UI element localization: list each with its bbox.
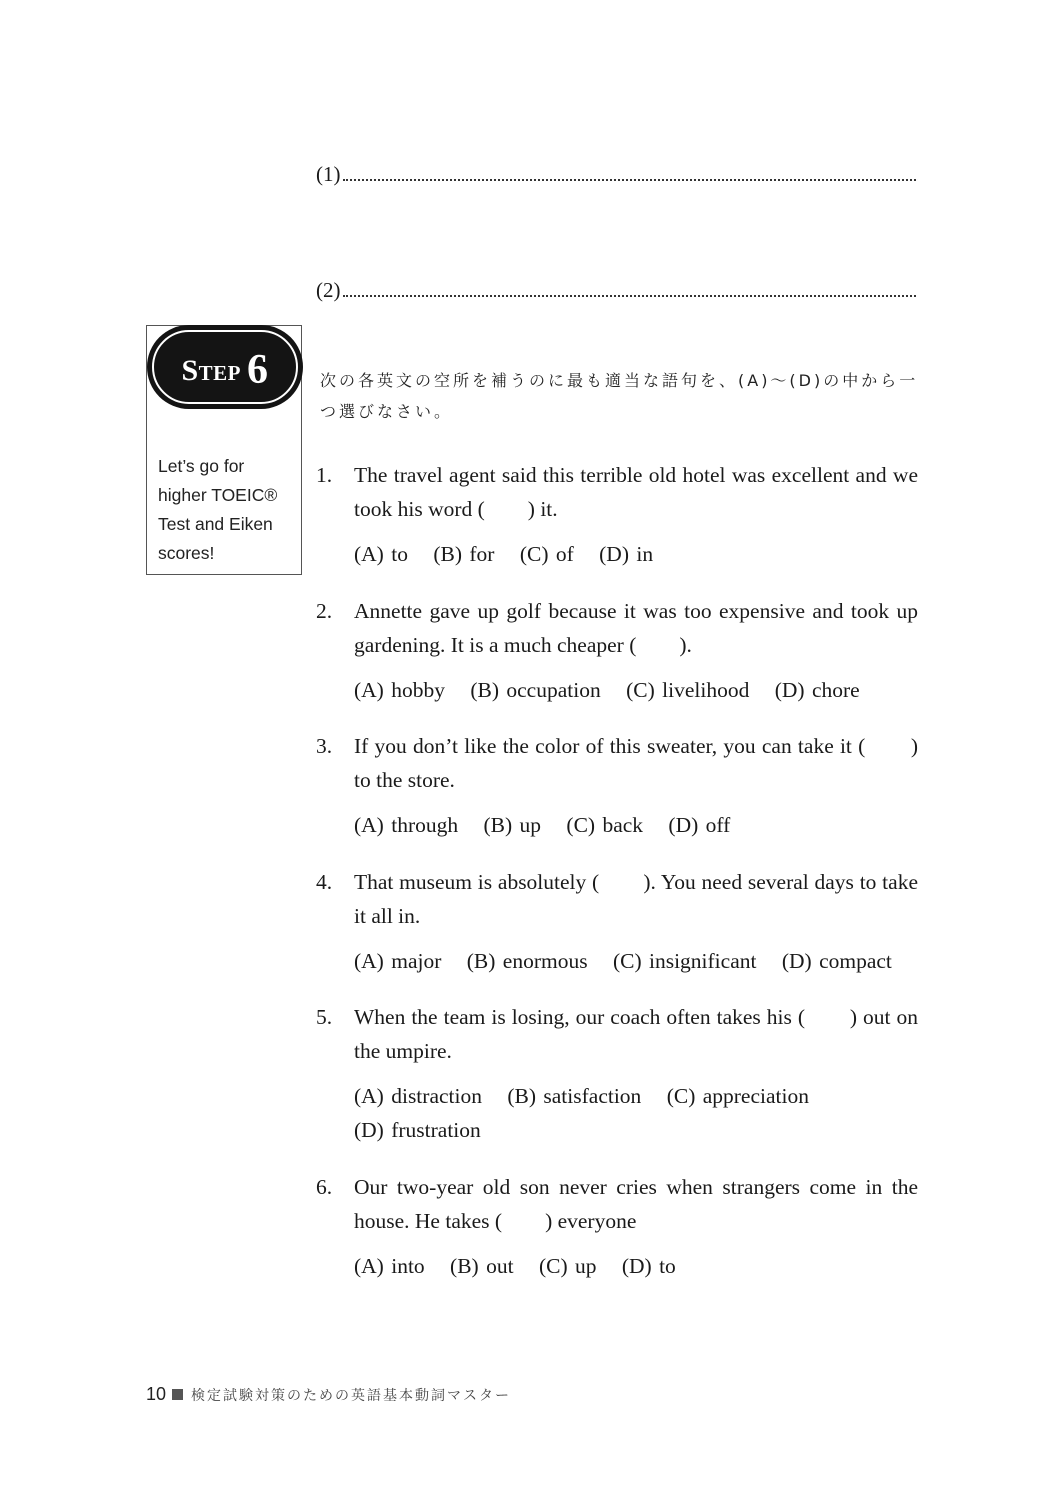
square-bullet-icon [172,1389,183,1400]
step-badge-text: Step [181,354,242,387]
question-number: 1. [316,463,333,487]
step-note-line: Let’s go for [158,456,245,476]
option[interactable]: (C) of [519,542,574,566]
step-number: 6 [247,347,269,393]
option[interactable]: (C) appreciation [666,1084,809,1108]
option[interactable]: (C) up [538,1254,597,1278]
dotted-answer-blank[interactable] [343,161,917,181]
option[interactable]: (A) into [354,1254,425,1278]
question-options [354,944,918,978]
answer-line-label: (2) [316,278,341,302]
step-note-line: scores! [158,543,215,563]
answer-line-2[interactable] [316,276,916,304]
question-options [354,1249,918,1283]
question-text: That museum is absolutely ( ). You need several days to take it all in. [354,870,918,928]
question-text: Annette gave up golf because it was too expensive and took up gardening. It is a much cheaper ( ). [354,599,918,657]
question-text: If you don’t like the color of this sweater, you can take it ( ) to the store. [354,734,918,792]
option[interactable]: (D) frustration [354,1118,481,1142]
option[interactable]: (D) to [621,1254,676,1278]
option[interactable]: (A) hobby [354,678,445,702]
instructions: 次の各英文の空所を補うのに最も適当な語句を、(A)～(D)の中から一つ選びなさい。 [320,371,919,421]
question-1 [316,458,918,571]
option[interactable]: (C) insignificant [612,949,757,973]
step-note [158,452,298,568]
option[interactable]: (A) distraction [354,1084,482,1108]
option[interactable]: (D) compact [781,949,892,973]
answer-line-1[interactable] [316,160,916,188]
question-text: The travel agent said this terrible old hotel was excellent and we took his word ( ) it. [354,463,918,521]
question-text: Our two-year old son never cries when strangers come in the house. He takes ( ) everyone [354,1175,918,1233]
question-options [354,808,918,842]
dotted-answer-blank[interactable] [343,277,917,297]
question-4 [316,865,918,978]
option[interactable]: (A) to [354,542,408,566]
page-number: 10 [146,1384,167,1404]
question-5 [316,1000,918,1147]
question-number: 4. [316,870,333,894]
option[interactable]: (B) out [450,1254,514,1278]
question-number: 5. [316,1005,333,1029]
option[interactable]: (B) up [483,813,542,837]
option[interactable]: (A) major [354,949,442,973]
option[interactable]: (B) occupation [470,678,601,702]
step-note-line: Test and Eiken [158,514,273,534]
option[interactable]: (B) satisfaction [507,1084,642,1108]
question-3 [316,729,918,842]
question-text: When the team is losing, our coach often takes his ( ) out on the umpire. [354,1005,918,1063]
question-number: 2. [316,599,333,623]
question-options [354,1079,914,1147]
question-number: 3. [316,734,333,758]
question-options [354,673,918,707]
option[interactable]: (B) for [433,542,495,566]
answer-line-label: (1) [316,162,341,186]
option[interactable]: (C) back [566,813,644,837]
page-footer [146,1384,511,1405]
option[interactable]: (B) enormous [466,949,588,973]
option[interactable]: (D) in [599,542,654,566]
question-number: 6. [316,1175,333,1199]
option[interactable]: (C) livelihood [626,678,750,702]
step-badge [147,325,303,409]
question-6 [316,1170,918,1283]
step-note-line: higher TOEIC® [158,485,278,505]
book-title: 検定試験対策のための英語基本動詞マスター [191,1387,512,1404]
option[interactable]: (D) chore [774,678,860,702]
option[interactable]: (A) through [354,813,459,837]
option[interactable]: (D) off [668,813,731,837]
question-2 [316,594,918,707]
question-options [354,537,918,571]
